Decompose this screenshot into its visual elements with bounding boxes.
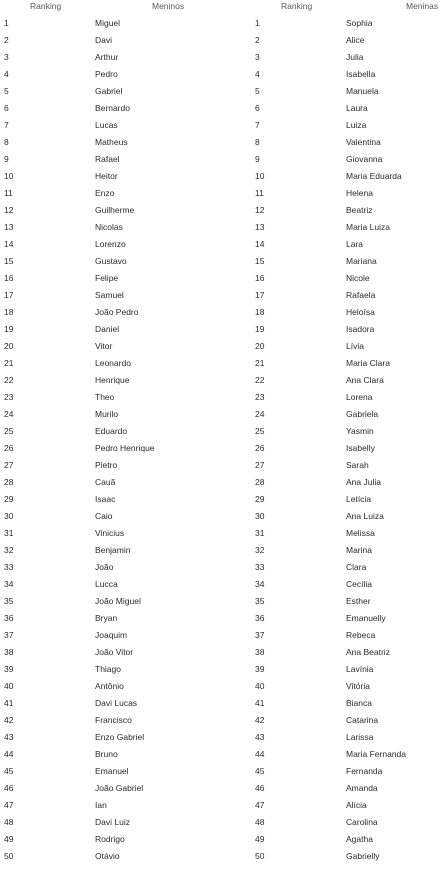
table-row xyxy=(0,237,442,254)
rank-cell-left: 25 xyxy=(4,426,14,436)
boy-name-cell: Otávio xyxy=(95,851,120,861)
rank-cell-right: 27 xyxy=(255,460,265,470)
rank-cell-left: 1 xyxy=(4,18,9,28)
table-row xyxy=(0,747,442,764)
boy-name-cell: Gabriel xyxy=(95,86,123,96)
rank-cell-right: 44 xyxy=(255,749,265,759)
rank-cell-left: 21 xyxy=(4,358,14,368)
rank-cell-right: 24 xyxy=(255,409,265,419)
rank-cell-right: 46 xyxy=(255,783,265,793)
rank-cell-right: 31 xyxy=(255,528,265,538)
boy-name-cell: Lucas xyxy=(95,120,118,130)
girl-name-cell: Isabella xyxy=(346,69,376,79)
boy-name-cell: João Gabriel xyxy=(95,783,144,793)
girl-name-cell: Lavínia xyxy=(346,664,374,674)
girl-name-cell: Agatha xyxy=(346,834,373,844)
rank-cell-right: 1 xyxy=(255,18,260,28)
girl-name-cell: Cecília xyxy=(346,579,372,589)
rank-cell-left: 24 xyxy=(4,409,14,419)
table-row xyxy=(0,662,442,679)
boy-name-cell: Joaquim xyxy=(95,630,128,640)
table-row xyxy=(0,696,442,713)
girl-name-cell: Fernanda xyxy=(346,766,383,776)
rank-cell-left: 46 xyxy=(4,783,14,793)
rank-cell-right: 10 xyxy=(255,171,265,181)
rank-cell-left: 5 xyxy=(4,86,9,96)
boy-name-cell: Rodrigo xyxy=(95,834,125,844)
boy-name-cell: João Miguel xyxy=(95,596,141,606)
girl-name-cell: Letícia xyxy=(346,494,372,504)
table-row xyxy=(0,458,442,475)
rank-cell-left: 49 xyxy=(4,834,14,844)
girl-name-cell: Lara xyxy=(346,239,364,249)
girl-name-cell: Luiza xyxy=(346,120,367,130)
girl-name-cell: Giovanna xyxy=(346,154,383,164)
table-row xyxy=(0,288,442,305)
boy-name-cell: Daniel xyxy=(95,324,120,334)
rank-cell-left: 10 xyxy=(4,171,14,181)
girl-name-cell: Clara xyxy=(346,562,367,572)
table-row xyxy=(0,254,442,271)
rank-cell-left: 35 xyxy=(4,596,14,606)
boy-name-cell: Theo xyxy=(95,392,115,402)
boy-name-cell: Gustavo xyxy=(95,256,127,266)
rank-cell-left: 27 xyxy=(4,460,14,470)
rank-cell-right: 42 xyxy=(255,715,265,725)
table-row xyxy=(0,764,442,781)
table-row xyxy=(0,526,442,543)
boy-name-cell: Nicolas xyxy=(95,222,123,232)
rank-cell-right: 37 xyxy=(255,630,265,640)
girl-name-cell: Mariana xyxy=(346,256,377,266)
rank-cell-right: 13 xyxy=(255,222,265,232)
header-boys: Meninos xyxy=(152,1,185,11)
rank-cell-right: 50 xyxy=(255,851,265,861)
girl-name-cell: Alícia xyxy=(346,800,367,810)
table-row xyxy=(0,611,442,628)
girl-name-cell: Amanda xyxy=(346,783,378,793)
girl-name-cell: Beatriz xyxy=(346,205,373,215)
rank-cell-right: 19 xyxy=(255,324,265,334)
girl-name-cell: Bianca xyxy=(346,698,372,708)
rank-cell-left: 34 xyxy=(4,579,14,589)
table-row xyxy=(0,84,442,101)
rank-cell-left: 12 xyxy=(4,205,14,215)
boy-name-cell: Arthur xyxy=(95,52,119,62)
table-row xyxy=(0,322,442,339)
rank-cell-left: 26 xyxy=(4,443,14,453)
rank-cell-left: 29 xyxy=(4,494,14,504)
girl-name-cell: Isabelly xyxy=(346,443,375,453)
girl-name-cell: Emanuelly xyxy=(346,613,386,623)
rank-cell-right: 33 xyxy=(255,562,265,572)
rank-cell-right: 9 xyxy=(255,154,260,164)
rank-cell-left: 14 xyxy=(4,239,14,249)
boy-name-cell: João Vitor xyxy=(95,647,134,657)
girl-name-cell: Helena xyxy=(346,188,373,198)
rank-cell-right: 5 xyxy=(255,86,260,96)
boy-name-cell: Felipe xyxy=(95,273,119,283)
girl-name-cell: Heloísa xyxy=(346,307,375,317)
girl-name-cell: Maria Fernanda xyxy=(346,749,407,759)
rank-cell-left: 13 xyxy=(4,222,14,232)
girl-name-cell: Vitória xyxy=(346,681,370,691)
girl-name-cell: Yasmin xyxy=(346,426,374,436)
table-row xyxy=(0,67,442,84)
rank-cell-right: 29 xyxy=(255,494,265,504)
rank-cell-left: 45 xyxy=(4,766,14,776)
table-row xyxy=(0,577,442,594)
rank-cell-right: 12 xyxy=(255,205,265,215)
header-ranking-right: Ranking xyxy=(281,1,313,11)
rank-cell-right: 14 xyxy=(255,239,265,249)
rank-cell-left: 42 xyxy=(4,715,14,725)
girl-name-cell: Lorena xyxy=(346,392,373,402)
rank-cell-left: 41 xyxy=(4,698,14,708)
girl-name-cell: Julia xyxy=(346,52,364,62)
girl-name-cell: Gabriela xyxy=(346,409,379,419)
rank-cell-left: 6 xyxy=(4,103,9,113)
boy-name-cell: Guilherme xyxy=(95,205,135,215)
boy-name-cell: Ian xyxy=(95,800,107,810)
boy-name-cell: Heitor xyxy=(95,171,118,181)
girl-name-cell: Ana Clara xyxy=(346,375,384,385)
rank-cell-left: 40 xyxy=(4,681,14,691)
table-row xyxy=(0,509,442,526)
table-row xyxy=(0,679,442,696)
boy-name-cell: Antônio xyxy=(95,681,124,691)
header-ranking-left: Ranking xyxy=(30,1,62,11)
table-row xyxy=(0,543,442,560)
rank-cell-right: 6 xyxy=(255,103,260,113)
rank-cell-left: 36 xyxy=(4,613,14,623)
table-row xyxy=(0,713,442,730)
table-row xyxy=(0,407,442,424)
rank-cell-right: 18 xyxy=(255,307,265,317)
rank-cell-left: 11 xyxy=(4,188,13,198)
boy-name-cell: Caio xyxy=(95,511,113,521)
boy-name-cell: Vinicius xyxy=(95,528,125,538)
boy-name-cell: Bernardo xyxy=(95,103,130,113)
boy-name-cell: Lucca xyxy=(95,579,118,589)
table-row xyxy=(0,373,442,390)
rank-cell-left: 4 xyxy=(4,69,9,79)
table-row xyxy=(0,118,442,135)
rank-cell-right: 3 xyxy=(255,52,260,62)
header-girls: Meninas xyxy=(406,1,439,11)
table-row xyxy=(0,781,442,798)
girl-name-cell: Valentina xyxy=(346,137,381,147)
table-row xyxy=(0,50,442,67)
rank-cell-left: 47 xyxy=(4,800,14,810)
rank-cell-left: 16 xyxy=(4,273,14,283)
rank-cell-left: 39 xyxy=(4,664,14,674)
rank-cell-right: 15 xyxy=(255,256,265,266)
rank-cell-right: 21 xyxy=(255,358,265,368)
boy-name-cell: Enzo Gabriel xyxy=(95,732,145,742)
rank-cell-left: 44 xyxy=(4,749,14,759)
girl-name-cell: Maria Eduarda xyxy=(346,171,402,181)
boy-name-cell: Davi Lucas xyxy=(95,698,138,708)
table-row xyxy=(0,560,442,577)
rank-cell-right: 43 xyxy=(255,732,265,742)
table-row xyxy=(0,135,442,152)
girl-name-cell: Manuela xyxy=(346,86,379,96)
table-row xyxy=(0,815,442,832)
boy-name-cell: Pietro xyxy=(95,460,118,470)
boy-name-cell: Enzo xyxy=(95,188,115,198)
girl-name-cell: Ana Luiza xyxy=(346,511,384,521)
rank-cell-right: 45 xyxy=(255,766,265,776)
girl-name-cell: Lívia xyxy=(346,341,364,351)
rank-cell-right: 22 xyxy=(255,375,265,385)
boy-name-cell: Bruno xyxy=(95,749,118,759)
girl-name-cell: Maria Clara xyxy=(346,358,390,368)
rank-cell-right: 8 xyxy=(255,137,260,147)
table-row xyxy=(0,101,442,118)
rank-cell-left: 7 xyxy=(4,120,9,130)
table-row xyxy=(0,441,442,458)
rank-cell-right: 41 xyxy=(255,698,265,708)
girl-name-cell: Rafaela xyxy=(346,290,376,300)
rank-cell-left: 32 xyxy=(4,545,14,555)
rank-cell-left: 33 xyxy=(4,562,14,572)
rank-cell-right: 20 xyxy=(255,341,265,351)
girl-name-cell: Maria Luiza xyxy=(346,222,390,232)
table-row xyxy=(0,339,442,356)
rank-cell-left: 48 xyxy=(4,817,14,827)
girl-name-cell: Esther xyxy=(346,596,371,606)
rank-cell-left: 22 xyxy=(4,375,14,385)
girl-name-cell: Marina xyxy=(346,545,372,555)
rank-cell-right: 39 xyxy=(255,664,265,674)
girl-name-cell: Catarina xyxy=(346,715,379,725)
girl-name-cell: Ana Beatriz xyxy=(346,647,390,657)
boy-name-cell: Miguel xyxy=(95,18,121,28)
boy-name-cell: Rafael xyxy=(95,154,120,164)
boy-name-cell: Samuel xyxy=(95,290,124,300)
girl-name-cell: Carolina xyxy=(346,817,378,827)
table-row xyxy=(0,220,442,237)
rank-cell-right: 30 xyxy=(255,511,265,521)
table-row xyxy=(0,730,442,747)
table-row xyxy=(0,798,442,815)
rank-cell-left: 38 xyxy=(4,647,14,657)
girl-name-cell: Gabrielly xyxy=(346,851,380,861)
boy-name-cell: Murilo xyxy=(95,409,119,419)
boy-name-cell: Emanuel xyxy=(95,766,129,776)
boy-name-cell: Davi Luiz xyxy=(95,817,130,827)
table-row xyxy=(0,849,442,866)
rank-cell-right: 35 xyxy=(255,596,265,606)
table-row xyxy=(0,356,442,373)
rank-cell-left: 15 xyxy=(4,256,14,266)
boy-name-cell: Francisco xyxy=(95,715,132,725)
rank-cell-right: 48 xyxy=(255,817,265,827)
girl-name-cell: Larissa xyxy=(346,732,374,742)
rank-cell-right: 28 xyxy=(255,477,265,487)
rank-cell-right: 47 xyxy=(255,800,265,810)
table-row xyxy=(0,152,442,169)
girl-name-cell: Alice xyxy=(346,35,365,45)
rank-cell-right: 38 xyxy=(255,647,265,657)
table-row xyxy=(0,390,442,407)
rank-cell-left: 8 xyxy=(4,137,9,147)
rank-cell-left: 37 xyxy=(4,630,14,640)
table-row xyxy=(0,203,442,220)
girl-name-cell: Nicole xyxy=(346,273,370,283)
rank-cell-right: 7 xyxy=(255,120,260,130)
table-row xyxy=(0,645,442,662)
table-header xyxy=(0,0,442,13)
rank-cell-left: 50 xyxy=(4,851,14,861)
girl-name-cell: Melissa xyxy=(346,528,375,538)
table-row xyxy=(0,628,442,645)
rank-cell-left: 18 xyxy=(4,307,14,317)
rank-cell-right: 23 xyxy=(255,392,265,402)
rank-cell-left: 19 xyxy=(4,324,14,334)
rank-cell-right: 16 xyxy=(255,273,265,283)
rank-cell-right: 36 xyxy=(255,613,265,623)
rank-cell-right: 25 xyxy=(255,426,265,436)
table-row xyxy=(0,832,442,849)
table-row xyxy=(0,492,442,509)
girl-name-cell: Isadora xyxy=(346,324,375,334)
rank-cell-left: 17 xyxy=(4,290,14,300)
boy-name-cell: Thiago xyxy=(95,664,121,674)
boy-name-cell: Davi xyxy=(95,35,113,45)
rank-cell-right: 26 xyxy=(255,443,265,453)
rank-cell-left: 3 xyxy=(4,52,9,62)
table-row xyxy=(0,271,442,288)
table-row xyxy=(0,16,442,33)
rank-cell-right: 40 xyxy=(255,681,265,691)
rank-cell-left: 28 xyxy=(4,477,14,487)
table-row xyxy=(0,424,442,441)
boy-name-cell: Leonardo xyxy=(95,358,131,368)
boy-name-cell: Henrique xyxy=(95,375,130,385)
table-row xyxy=(0,305,442,322)
rank-cell-right: 17 xyxy=(255,290,265,300)
boy-name-cell: Eduardo xyxy=(95,426,128,436)
rank-cell-left: 30 xyxy=(4,511,14,521)
boy-name-cell: Lorenzo xyxy=(95,239,126,249)
rank-cell-left: 43 xyxy=(4,732,14,742)
boy-name-cell: Bryan xyxy=(95,613,118,623)
rank-cell-left: 20 xyxy=(4,341,14,351)
boy-name-cell: João xyxy=(95,562,114,572)
boy-name-cell: Matheus xyxy=(95,137,128,147)
rank-cell-right: 2 xyxy=(255,35,260,45)
table-row xyxy=(0,186,442,203)
table-row xyxy=(0,594,442,611)
rank-cell-right: 4 xyxy=(255,69,260,79)
rank-cell-right: 49 xyxy=(255,834,265,844)
boy-name-cell: Vitor xyxy=(95,341,113,351)
girl-name-cell: Ana Julia xyxy=(346,477,381,487)
girl-name-cell: Sophia xyxy=(346,18,373,28)
rank-cell-right: 11 xyxy=(255,188,264,198)
rank-cell-left: 2 xyxy=(4,35,9,45)
table-row xyxy=(0,475,442,492)
girl-name-cell: Rebeca xyxy=(346,630,376,640)
rank-cell-left: 31 xyxy=(4,528,14,538)
boy-name-cell: João Pedro xyxy=(95,307,139,317)
table-row xyxy=(0,169,442,186)
boy-name-cell: Isaac xyxy=(95,494,116,504)
rank-cell-left: 23 xyxy=(4,392,14,402)
table-row xyxy=(0,33,442,50)
rank-cell-right: 34 xyxy=(255,579,265,589)
boy-name-cell: Benjamin xyxy=(95,545,131,555)
boy-name-cell: Pedro xyxy=(95,69,118,79)
girl-name-cell: Sarah xyxy=(346,460,369,470)
rank-cell-right: 32 xyxy=(255,545,265,555)
boy-name-cell: Pedro Henrique xyxy=(95,443,155,453)
girl-name-cell: Laura xyxy=(346,103,368,113)
rank-cell-left: 9 xyxy=(4,154,9,164)
table-body xyxy=(0,16,442,866)
boy-name-cell: Cauã xyxy=(95,477,116,487)
